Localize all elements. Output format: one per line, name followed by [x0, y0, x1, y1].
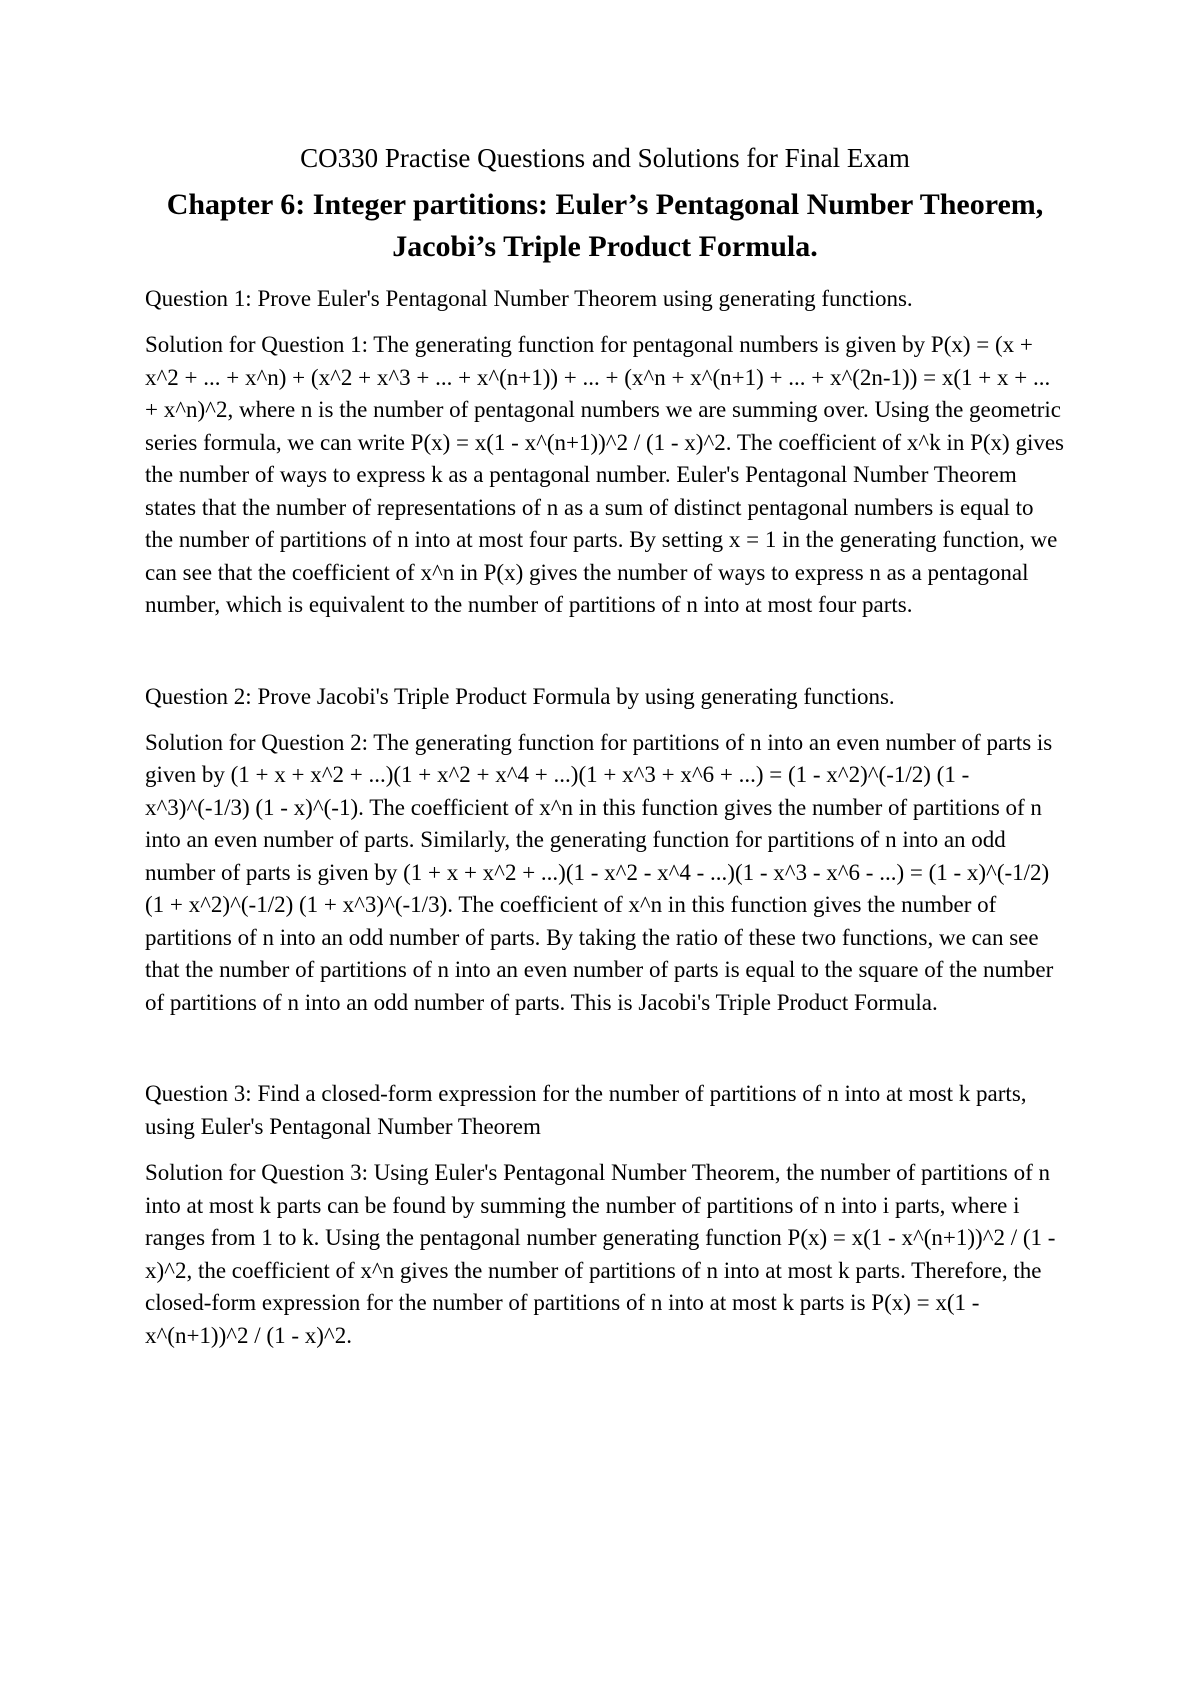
question-2-text: Question 2: Prove Jacobi's Triple Product Formula by using generating functions.	[145, 683, 895, 709]
section-spacer	[145, 622, 1065, 680]
document-page	[145, 140, 1065, 1352]
question-3-text: Question 3: Find a closed-form expression for the number of partitions of n into at most k parts, using Euler's Pentagonal Number Theorem	[145, 1081, 1027, 1139]
solution-1-text: Solution for Question 1: The generating function for pentagonal numbers is given by P(x) = (x + x^2 + ... + x^n) + (x^2 + x^3 + ... + x^(n+1)) + ... + (x^n + x^(n+1) + ... + x^(2n-1)) = x(1 + x + ... + x^n)^2, where n is the number of pentagonal numbers we are summing over. Using the geometric series formula, we can write P(x) = x(1 - x^(n+1))^2 / (1 - x)^2. The coefficient of x^k in P(x) gives the number of ways to express k as a pentagonal number. Euler's Pentagonal Number Theorem states that the number of representations of n as a sum of distinct pentagonal numbers is equal to the number of partitions of n into at most four parts. By setting x = 1 in the generating function, we can see that the coefficient of x^n in P(x) gives the number of ways to express n as a pentagonal number, which is equivalent to the number of partitions of n into at most four parts.	[145, 332, 1065, 617]
chapter-heading: Chapter 6: Integer partitions: Euler’s Pentagonal Number Theorem, Jacobi’s Triple Product Formula.	[166, 188, 1044, 263]
question-block-3	[145, 1077, 1065, 1352]
question-1-text: Question 1: Prove Euler's Pentagonal Number Theorem using generating functions.	[145, 286, 913, 311]
section-spacer	[145, 1019, 1065, 1077]
document-title: CO330 Practise Questions and Solutions for Final Exam	[300, 143, 910, 173]
solution-2-text: Solution for Question 2: The generating function for partitions of n into an even number of parts is given by (1 + x + x^2 + ...)(1 + x^2 + x^4 + ...)(1 + x^3 + x^6 + ...) = (1 - x^2)^(-1/2) (1 - x^3)^(-1/3) (1 - x)^(-1). The coefficient of x^n in this function gives the number of partitions of n into an even number of parts. Similarly, the generating function for partitions of n into an odd number of parts is given by (1 + x + x^2 + ...)(1 - x^2 - x^4 - ...)(1 - x^3 - x^6 - ...) = (1 - x)^(-1/2) (1 + x^2)^(-1/2) (1 + x^3)^(-1/3). The coefficient of x^n in this function gives the number of partitions of n into an odd number of parts. By taking the ratio of these two functions, we can see that the number of partitions of n into an even number of parts is equal to the square of the number of partitions of n into an odd number of parts. This is Jacobi's Triple Product Formula.	[145, 729, 1054, 1015]
question-block-2	[145, 680, 1065, 1020]
solution-3-text: Solution for Question 3: Using Euler's Pentagonal Number Theorem, the number of partitions of n into at most k parts can be found by summing the number of partitions of n into i parts, where i ranges from 1 to k. Using the pentagonal number generating function P(x) = x(1 - x^(n+1))^2 / (1 - x)^2, the coefficient of x^n gives the number of partitions of n into at most k parts. Therefore, the closed-form expression for the number of partitions of n into at most k parts is P(x) = x(1 - x^(n+1))^2 / (1 - x)^2.	[145, 1160, 1056, 1348]
question-block-1	[145, 282, 1065, 622]
